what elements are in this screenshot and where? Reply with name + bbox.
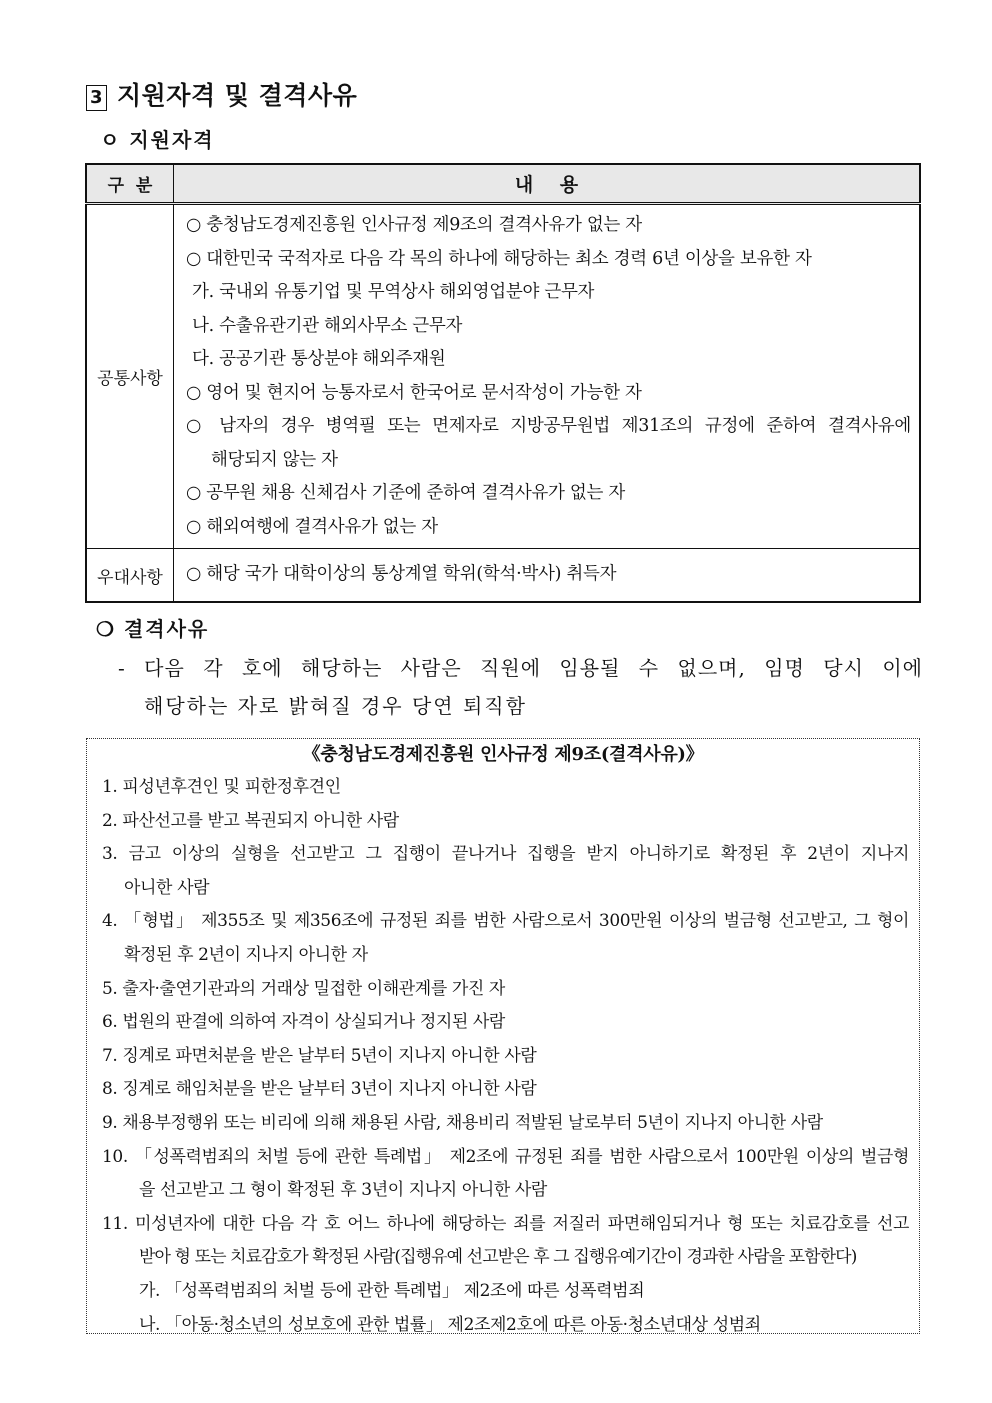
qualification-heading [100, 124, 215, 153]
common-line: ○ 남자의 경우 병역필 또는 면제자로 지방공무원법 제31조의 규정에 준하여 결격사유에 [186, 416, 911, 436]
header-content: 내 용 [174, 164, 921, 204]
list-item: 3. 금고 이상의 실형을 선고받고 그 집행이 끝나거나 집행을 받지 아니하기로 확정된 후 2년이 지나지 [102, 844, 909, 865]
table-header-row [86, 164, 920, 204]
table-row-preferred [86, 549, 920, 603]
intro-line: - 다음 각 호에 해당하는 사람은 직원에 임용될 수 없으며, 임명 당시 이에 [118, 656, 923, 680]
regulation-box [86, 738, 920, 1334]
list-item: 4. 「형법」 제355조 및 제356조에 규정된 죄를 범한 사람으로서 300만원 이상의 벌금형 선고받고, 그 형이 [102, 911, 909, 932]
list-item: 나. 「아동·청소년의 성보호에 관한 법률」 제2조제2호에 따른 아동·청소년대상 성범죄 [139, 1314, 761, 1335]
common-line: 가. 국내외 유통기업 및 무역상사 해외영업분야 근무자 [192, 282, 595, 302]
preferred-content [174, 549, 921, 603]
bullet-icon: ㅇ [100, 128, 120, 152]
common-content [174, 204, 921, 549]
list-item: 6. 법원의 판결에 의하여 자격이 상실되거나 정지된 사람 [102, 1012, 505, 1033]
list-item: 아니한 사람 [124, 877, 210, 898]
disqualification-intro [118, 649, 923, 725]
common-line: 다. 공공기관 통상분야 해외주재원 [192, 349, 446, 369]
list-item: 1. 피성년후견인 및 피한정후견인 [102, 777, 341, 797]
list-item: 5. 출자·출연기관과의 거래상 밀접한 이해관계를 가진 자 [102, 978, 505, 999]
common-label: 공통사항 [86, 204, 174, 549]
bullet-icon: ❍ [96, 617, 114, 641]
qualification-heading-text: 지원자격 [129, 128, 215, 152]
common-line: 해당되지 않는 자 [211, 449, 338, 470]
list-item: 11. 미성년자에 대한 다음 각 호 어느 하나에 해당하는 죄를 저질러 파면해임되거나 형 또는 치료감호를 선고 [102, 1213, 909, 1234]
list-item: 확정된 후 2년이 지나지 아니한 자 [124, 944, 368, 965]
common-line: ○ 충청남도경제진흥원 인사규정 제9조의 결격사유가 없는 자 [186, 215, 642, 235]
list-item: 10. 「성폭력범죄의 처벌 등에 관한 특례법」 제2조에 규정된 죄를 범한 사람으로서 100만원 이상의 벌금형 [102, 1146, 909, 1167]
common-line: ○ 해외여행에 결격사유가 없는 자 [186, 516, 438, 537]
header-category: 구 분 [86, 164, 174, 204]
regulation-title: 《충청남도경제진흥원 인사규정 제9조(결격사유)》 [302, 744, 704, 765]
list-item: 가. 「성폭력범죄의 처벌 등에 관한 특례법」 제2조에 따른 성폭력범죄 [139, 1280, 645, 1301]
list-item: 받아 형 또는 치료감호가 확정된 사람(집행유예 선고받은 후 그 집행유예기간이 경과한 사람을 포함한다) [139, 1247, 857, 1268]
preferred-line: ○ 해당 국가 대학이상의 통상계열 학위(학석·박사) 취득자 [186, 564, 617, 585]
list-item: 9. 채용부정행위 또는 비리에 의해 채용된 사람, 채용비리 적발된 날로부터 5년이 지나지 아니한 사람 [102, 1112, 823, 1133]
list-item: 8. 징계로 해임처분을 받은 날부터 3년이 지나지 아니한 사람 [102, 1079, 537, 1100]
preferred-label: 우대사항 [86, 549, 174, 603]
section-heading [86, 76, 357, 112]
qualification-table [85, 163, 921, 603]
list-item: 을 선고받고 그 형이 확정된 후 3년이 지나지 아니한 사람 [139, 1180, 547, 1201]
common-line: 나. 수출유관기관 해외사무소 근무자 [192, 315, 463, 336]
section-number: 3 [86, 85, 107, 111]
list-item: 2. 파산선고를 받고 복권되지 아니한 사람 [102, 810, 399, 831]
intro-line: 해당하는 자로 밝혀질 경우 당연 퇴직함 [144, 694, 527, 718]
common-line: ○ 공무원 채용 신체검사 기준에 준하여 결격사유가 없는 자 [186, 483, 625, 503]
common-line: ○ 대한민국 국적자로 다음 각 목의 하나에 해당하는 최소 경력 6년 이상을 보유한 자 [186, 248, 812, 269]
list-item: 7. 징계로 파면처분을 받은 날부터 5년이 지나지 아니한 사람 [102, 1045, 537, 1066]
disqualification-heading-text: 결격사유 [123, 617, 210, 641]
section-title: 지원자격 및 결격사유 [117, 81, 358, 110]
common-line: ○ 영어 및 현지어 능통자로서 한국어로 문서작성이 가능한 자 [186, 382, 642, 403]
table-row-common [86, 204, 920, 549]
disqualification-heading [96, 613, 209, 642]
